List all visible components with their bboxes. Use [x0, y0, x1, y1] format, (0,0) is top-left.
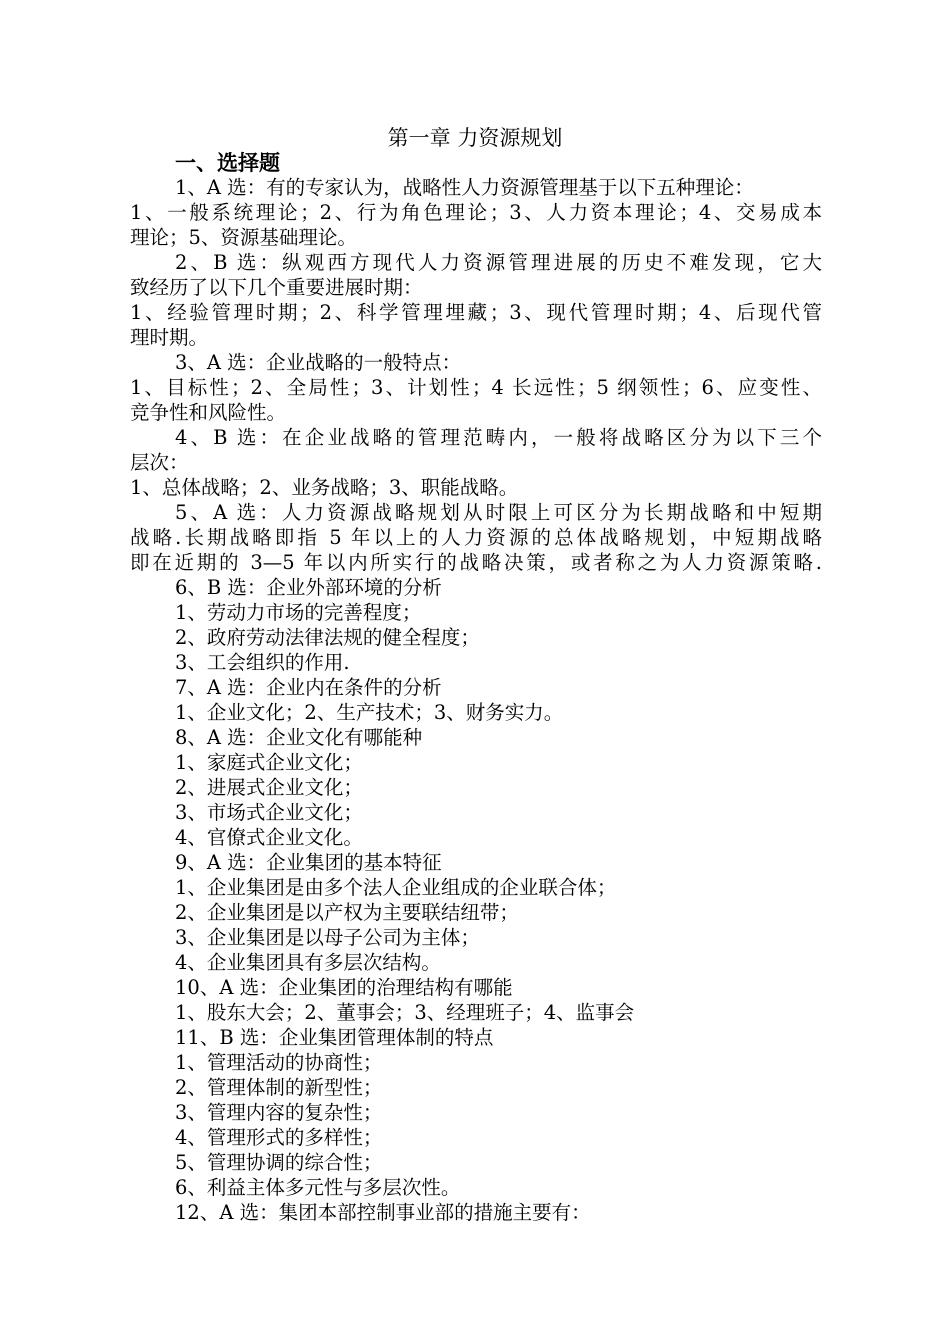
text-line: 1、股东大会；2、董事会；3、经理班子；4、监事会: [175, 1001, 635, 1024]
text-line: 8、A 选：企业文化有哪能种: [175, 726, 423, 749]
text-line: 3、市场式企业文化；: [175, 801, 363, 824]
text-line: 竞争性和风险性。: [130, 401, 287, 424]
text-line: 2、进展式企业文化；: [175, 776, 363, 799]
text-line: 9、A 选：企业集团的基本特征: [175, 851, 442, 874]
text-line: 1、A 选：有的专家认为，战略性人力资源管理基于以下五种理论：: [175, 176, 754, 199]
text-line: 3、工会组织的作用.: [175, 651, 350, 674]
text-line: 1、一般系统理论；2、行为角色理论；3、人力资本理论；4、交易成本: [130, 201, 822, 224]
text-line: 6、B 选：企业外部环境的分析: [175, 576, 442, 599]
text-line: 7、A 选：企业内在条件的分析: [175, 676, 442, 699]
text-line: 1、企业文化；2、生产技术；3、财务实力。: [175, 701, 564, 724]
text-line: 1、企业集团是由多个法人企业组成的企业联合体；: [175, 876, 617, 899]
text-line: 战略.长期战略即指 5 年以上的人力资源的总体战略规划，中短期战略: [130, 526, 822, 549]
text-line: 12、A 选：集团本部控制事业部的措施主要有：: [175, 1201, 591, 1224]
text-line: 4、官僚式企业文化。: [175, 826, 363, 849]
text-line: 3、A 选：企业战略的一般特点：: [175, 351, 462, 374]
text-line: 4、管理形式的多样性；: [175, 1126, 383, 1149]
text-line: 2、政府劳动法律法规的健全程度；: [175, 626, 480, 649]
text-line: 1、目标性；2、全局性；3、计划性；4 长远性；5 纲领性；6、应变性、: [130, 376, 822, 399]
text-line: 5、管理协调的综合性；: [175, 1151, 383, 1174]
text-line: 1、总体战略；2、业务战略；3、职能战略。: [130, 476, 519, 499]
text-line: 11、B 选：企业集团管理体制的特点: [175, 1026, 494, 1049]
chapter-title: 第一章 力资源规划: [387, 126, 563, 150]
text-line: 理时期。: [130, 326, 209, 349]
text-line: 6、利益主体多元性与多层次性。: [175, 1176, 461, 1199]
text-line: 1、劳动力市场的完善程度；: [175, 601, 422, 624]
text-line: 1、家庭式企业文化；: [175, 751, 363, 774]
text-line: 1、管理活动的协商性；: [175, 1051, 383, 1074]
text-line: 层次：: [130, 451, 189, 474]
text-line: 理论；5、资源基础理论。: [130, 226, 357, 249]
text-line: 3、管理内容的复杂性；: [175, 1101, 383, 1124]
text-line: 2、B 选：纵观西方现代人力资源管理进展的历史不难发现，它大: [175, 251, 822, 274]
text-line: 1、经验管理时期；2、科学管理埋藏；3、现代管理时期；4、后现代管: [130, 301, 822, 324]
text-line: 2、企业集团是以产权为主要联结纽带；: [175, 901, 519, 924]
text-line: 4、B 选：在企业战略的管理范畴内，一般将战略区分为以下三个: [175, 426, 822, 449]
section-heading: 一、选择题: [175, 151, 280, 175]
text-line: 3、企业集团是以母子公司为主体；: [175, 926, 480, 949]
text-line: 2、管理体制的新型性；: [175, 1076, 383, 1099]
text-line: 致经历了以下几个重要进展时期：: [130, 276, 423, 299]
document-body: [130, 175, 822, 1225]
text-line: 即在近期的 3—5 年以内所实行的战略决策，或者称之为人力资源策略.: [130, 551, 822, 574]
text-line: 5、A 选：人力资源战略规划从时限上可区分为长期战略和中短期: [175, 501, 822, 524]
text-line: 4、企业集团具有多层次结构。: [175, 951, 441, 974]
text-line: 10、A 选：企业集团的治理结构有哪能: [175, 976, 513, 999]
